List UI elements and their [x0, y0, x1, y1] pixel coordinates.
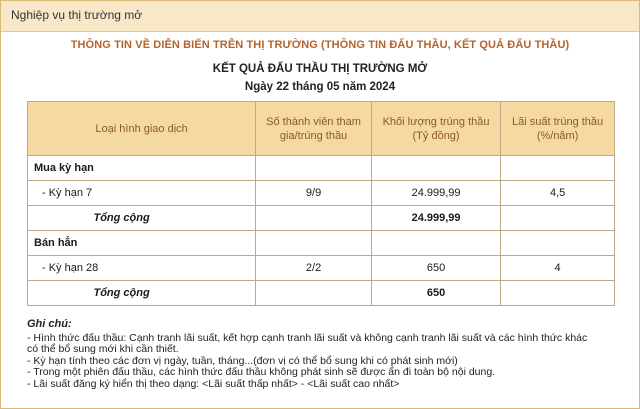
note-item: - Hình thức đấu thầu: Cạnh tranh lãi suất, kết hợp cạnh tranh lãi suất và không cạnh tranh lãi suất và các hình thức khác: [27, 331, 588, 344]
empty-cell: [371, 156, 500, 181]
note-item: - Lãi suất đăng ký hiển thị theo dạng: <Lãi suất thấp nhất> - <Lãi suất cao nhất>: [27, 377, 400, 390]
page-title: THÔNG TIN VỀ DIỄN BIẾN TRÊN THỊ TRƯỜNG (THÔNG TIN ĐẤU THẦU, KẾT QUẢ ĐẤU THẦU): [70, 39, 570, 51]
results-title: KẾT QUẢ ĐẤU THẦU THỊ TRƯỜNG MỞ: [212, 63, 428, 75]
group-label: Bán hẳn: [28, 231, 256, 256]
total-row: [28, 281, 615, 306]
empty-cell: [501, 156, 615, 181]
empty-cell: [501, 206, 615, 231]
row-volume: 24.999,99: [371, 181, 500, 206]
row-type: - Kỳ hạn 28: [28, 256, 256, 281]
empty-cell: [371, 231, 500, 256]
note-item: - Kỳ hạn tính theo các đơn vị ngày, tuần, tháng...(đơn vị có thể bổ sung khi có phát sinh mới): [27, 354, 458, 367]
empty-cell: [256, 281, 372, 306]
group-row: [28, 231, 615, 256]
note-item: - Trong một phiên đấu thầu, các hình thức đấu thầu không phát sinh sẽ được ẩn đi toàn bộ nội dung.: [27, 366, 496, 378]
notes-title: Ghi chú:: [27, 318, 72, 330]
row-members: 9/9: [256, 181, 372, 206]
row-volume: 650: [371, 256, 500, 281]
table-header-row: [28, 102, 615, 156]
section-title: Nghiệp vụ thị trường mở: [11, 8, 143, 22]
row-members: 2/2: [256, 256, 372, 281]
total-label: Tổng cộng: [28, 281, 256, 306]
total-volume: 24.999,99: [371, 206, 500, 231]
row-rate: 4: [501, 256, 615, 281]
col-header-rate: Lãi suất trúng thầu (%/năm): [501, 102, 615, 156]
empty-cell: [501, 231, 615, 256]
col-header-members: Số thành viên tham gia/trúng thầu: [256, 102, 372, 156]
total-label: Tổng cộng: [28, 206, 256, 231]
group-row: [28, 156, 615, 181]
empty-cell: [256, 206, 372, 231]
empty-cell: [256, 231, 372, 256]
col-header-volume: Khối lượng trúng thầu (Tỷ đồng): [371, 102, 500, 156]
group-label: Mua kỳ hạn: [28, 156, 256, 181]
table-row: [28, 181, 615, 206]
table-row: [28, 256, 615, 281]
col-header-type: Loại hình giao dịch: [28, 102, 256, 156]
note-item: có thể bổ sung mới khi cần thiết.: [27, 343, 179, 355]
section-header: [1, 1, 639, 32]
results-date: Ngày 22 tháng 05 năm 2024: [244, 81, 396, 93]
empty-cell: [501, 281, 615, 306]
row-type: - Kỳ hạn 7: [28, 181, 256, 206]
empty-cell: [256, 156, 372, 181]
results-table: [27, 101, 615, 306]
row-rate: 4,5: [501, 181, 615, 206]
total-row: [28, 206, 615, 231]
notes-section: [27, 319, 627, 390]
total-volume: 650: [371, 281, 500, 306]
